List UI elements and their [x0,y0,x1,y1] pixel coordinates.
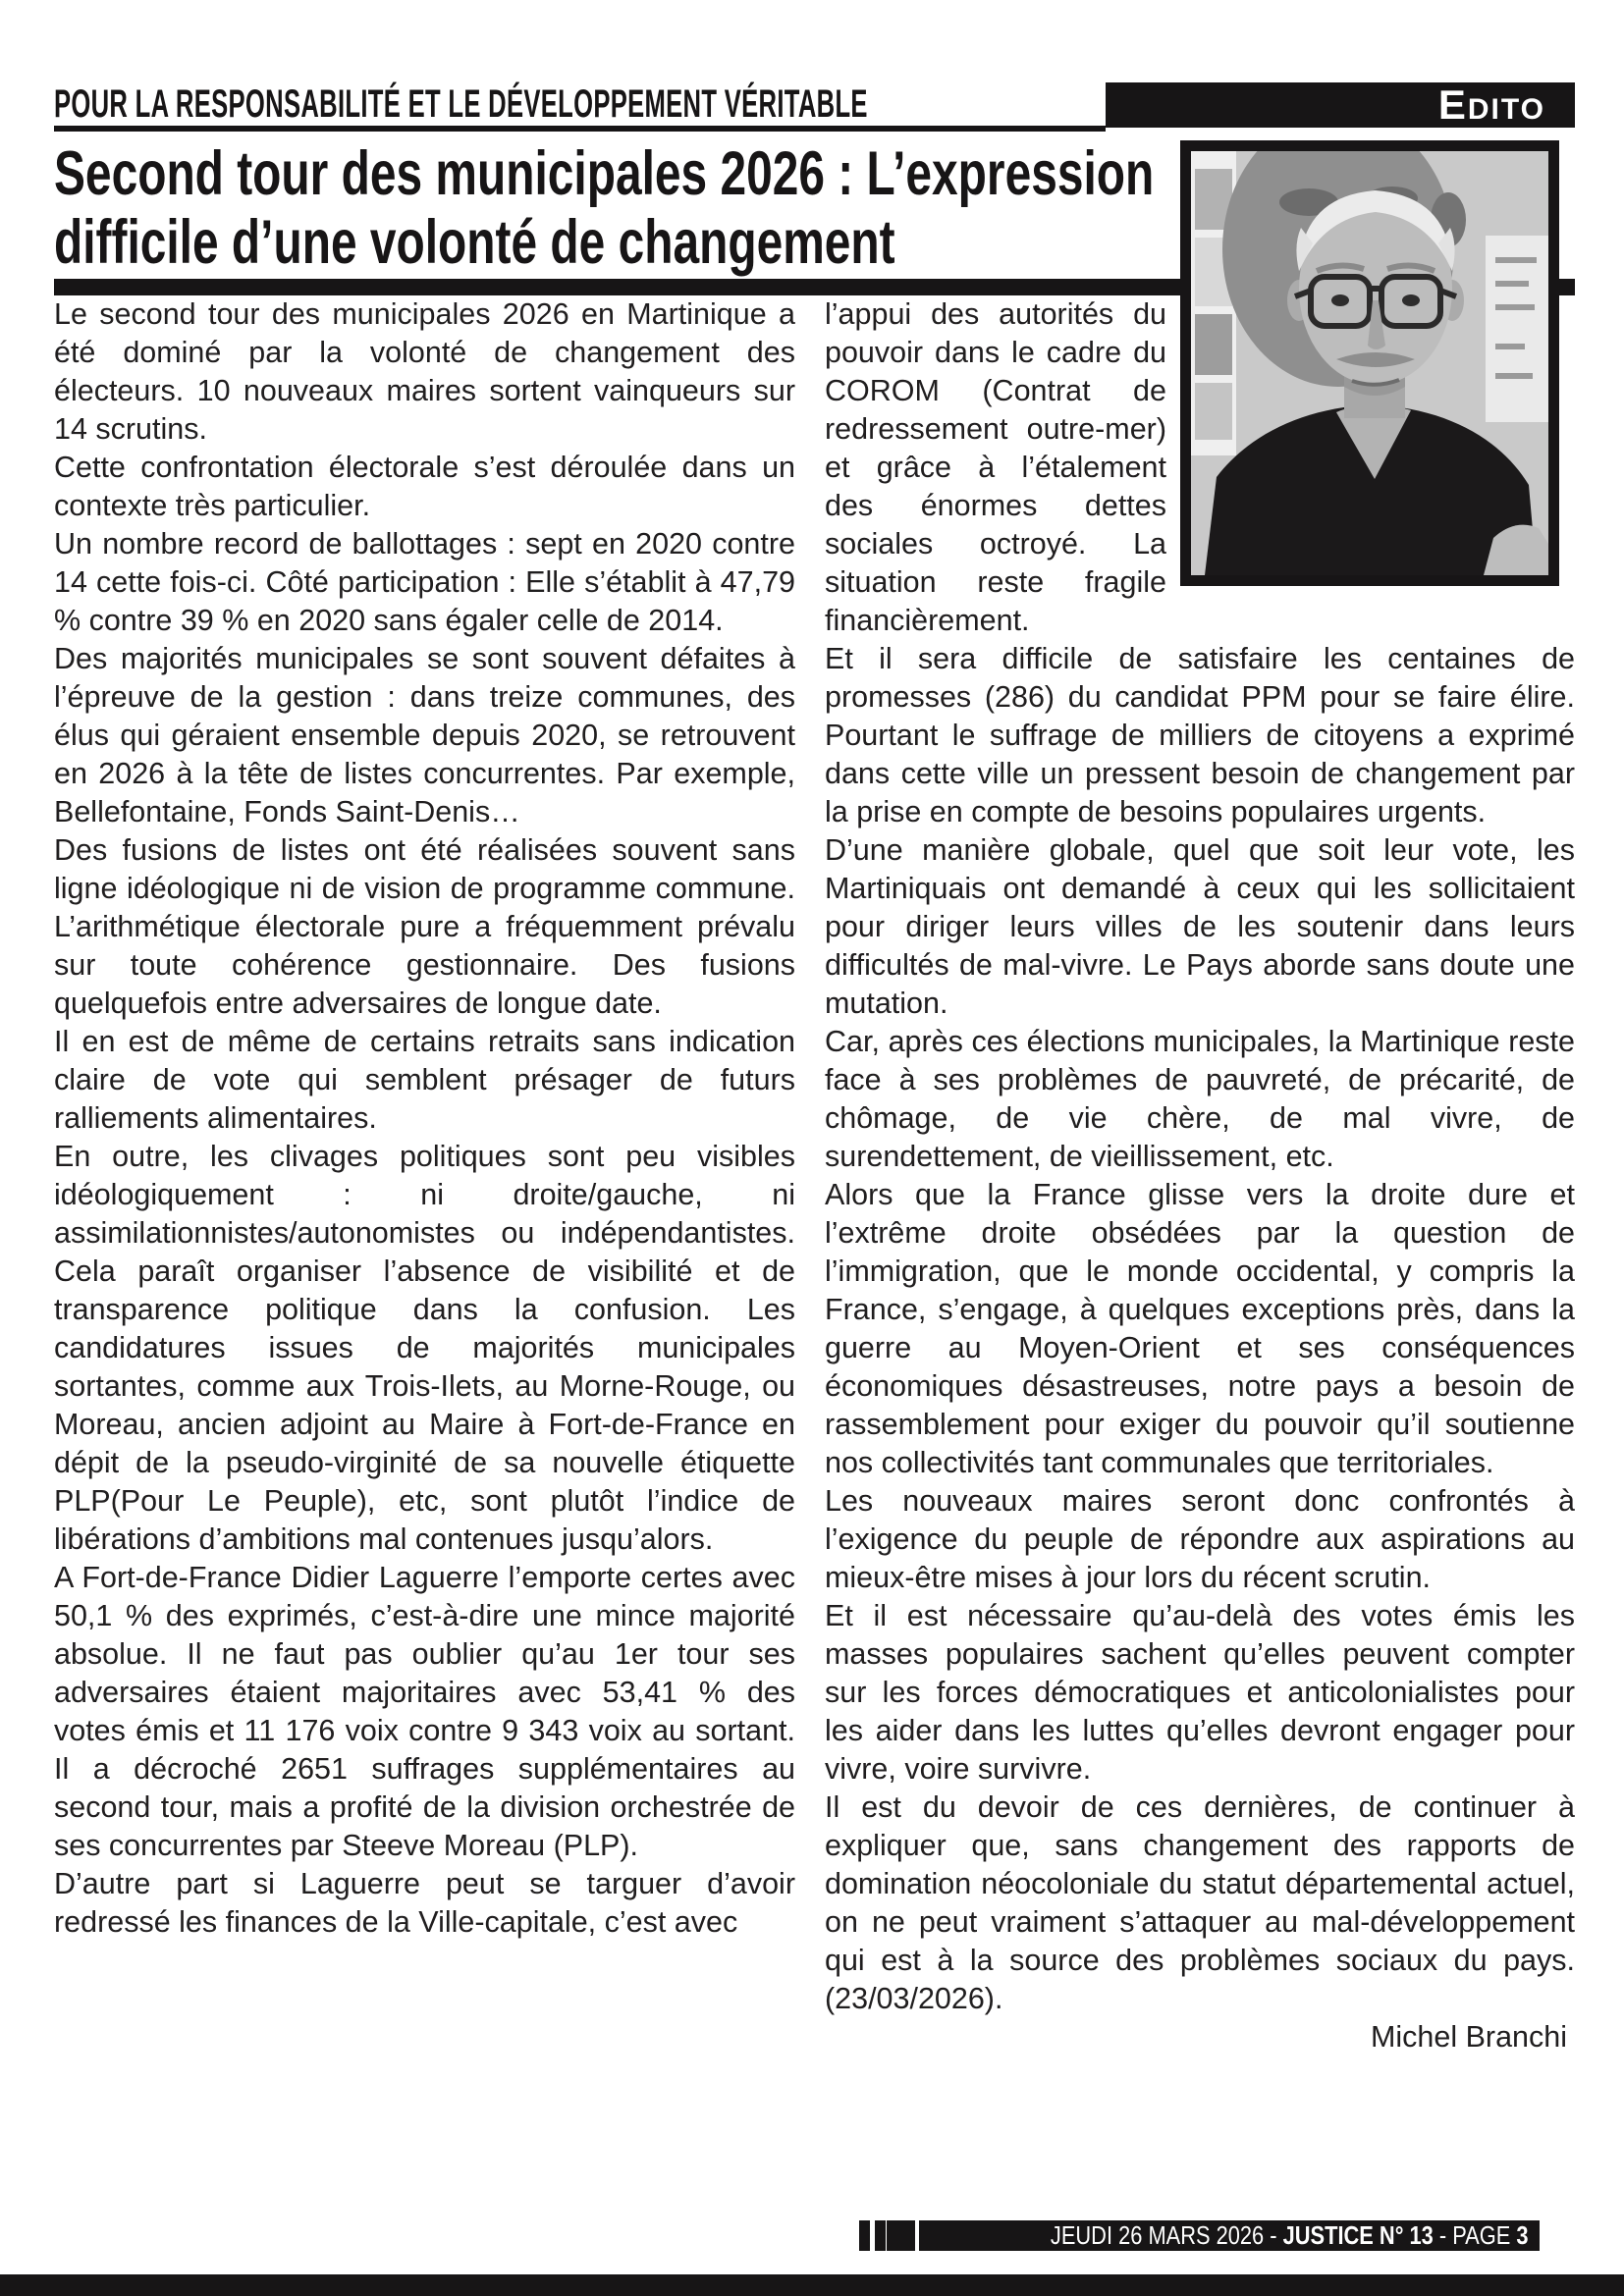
paragraph: Le second tour des municipales 2026 en Martinique a été dominé par la volonté de changement des électeurs. 10 nouveaux maires sortent vainqueurs sur 14 scrutins. [54,297,795,446]
article-title-line-1: Second tour des municipales 2026 : L’expression [54,139,1155,208]
paragraph: Il est du devoir de ces dernières, de continuer à expliquer que, sans changement des rapports de domination néocoloniale du statut départemental actuel, on ne peut vraiment s’attaquer au mal-développement qui est à la source des problèmes sociaux du pays. (23/03/2026). [825,1790,1575,2015]
footer-page-label: PAGE [1451,2220,1511,2250]
article-title [54,139,1154,277]
bottom-edge-strip [0,2274,1624,2296]
header-rule [54,126,1106,132]
footer-date: JEUDI 26 MARS 2026 [1050,2220,1264,2250]
paragraph: Alors que la France glisse vers la droite dure et l’extrême droite obsédées par la question de l’immigration, que le monde occidental, y compris la France, s’engage, à quelques exceptions près, dans la guerre au Moyen-Orient et ses conséquences économiques désastreuses, notre pays a besoin de rassemblement pour exiger du pouvoir qu’il soutienne nos collectivités tant communales que territoriales. [825,1178,1575,1479]
paragraph: Et il est nécessaire qu’au-delà des votes émis les masses populaires sachent qu’elles peuvent compter sur les forces démocratiques et anticolonialistes pour les aider dans les luttes qu’elles devront engager pour vivre, voire survivre. [825,1599,1575,1786]
footer-block [887,2220,915,2251]
photo-wrap-spacer [1166,295,1575,633]
paragraph: Et il sera difficile de satisfaire les centaines de promesses (286) du candidat PPM pour se faire élire. Pourtant le suffrage de milliers de citoyens a exprimé dans cette ville un pressent besoin de changement par la prise en compte de besoins populaires urgents. [825,642,1575,828]
edito-section-label: EDITO [1437,81,1545,128]
paragraph: D’une manière globale, quel que soit leur vote, les Martiniquais ont demandé à ceux qui les sollicitaient pour diriger leurs villes de les soutenir dans leurs difficultés de mal-vivre. Le Pays aborde sans doute une mutation. [825,833,1575,1020]
paragraph: D’autre part si Laguerre peut se targuer d’avoir redressé les finances de la Ville-capitale, c’est avec [54,1867,795,1939]
footer-separator: - [1263,2220,1283,2250]
paragraph: Un nombre record de ballottages : sept en 2020 contre 14 cette fois-ci. Côté participation : Elle s’établit à 47,79 % contre 39 % en 2020 sans égaler celle de 2014. [54,527,795,637]
footer-tick-2 [875,2220,886,2251]
header-slogan: POUR LA RESPONSABILITÉ ET LE DÉVELOPPEMENT VÉRITABLE [54,82,868,126]
paragraph: Cette confrontation électorale s’est déroulée dans un contexte très particulier. [54,451,795,522]
paragraph: l’appui des autorités du pouvoir dans le cadre du COROM (Contrat de redressement outre-mer) et grâce à l’étalement des énormes dettes sociales octroyé. La situation reste fragile financièrement. [825,297,1166,637]
paragraph: Des majorités municipales se sont souvent défaites à l’épreuve de la gestion : dans treize communes, des élus qui géraient ensemble depuis 2020, se retrouvent en 2026 à la tête de listes concurrentes. Par exemple, Bellefontaine, Fonds Saint-Denis… [54,642,795,828]
paragraph: A Fort-de-France Didier Laguerre l’emporte certes avec 50,1 % des exprimés, c’est-à-dire une mince majorité absolue. Il ne faut pas oublier qu’au 1er tour ses adversaires étaient majoritaires avec 53,41 % des votes émis et 11 176 voix contre 9 343 voix au sortant. Il a décroché 2651 suffrages supplémentaires au second tour, mais a profité de la division orchestrée de ses concurrentes par Steeve Moreau (PLP). [54,1561,795,1862]
paragraph: Il en est de même de certains retraits sans indication claire de vote qui semblent présager de futurs ralliements alimentaires. [54,1025,795,1135]
footer-separator: - [1433,2220,1452,2250]
article-column-left [54,295,795,1942]
paragraph: Car, après ces élections municipales, la Martinique reste face à ses problèmes de pauvreté, de précarité, de chômage, de vie chère, de mal vivre, de surendettement, de vieillissement, etc. [825,1025,1575,1173]
paragraph: En outre, les clivages politiques sont peu visibles idéologiquement : ni droite/gauche, ni assimilationnistes/autonomistes ou indépendantistes. Cela paraît organiser l’absence de visibilité et de transparence politique dans la confusion. Les candidatures issues de majorités municipales sortantes, comme aux Trois-Ilets, au Morne-Rouge, ou Moreau, ancien adjoint au Maire à Fort-de-France en dépit de la pseudo-virginité de sa nouvelle étiquette PLP(Pour Le Peuple), etc, sont plutôt l’indice de libérations d’ambitions mal contenues jusqu’alors. [54,1140,795,1556]
footer-tick-1 [859,2220,870,2251]
article-title-line-2: difficile d’une volonté de changement [54,208,895,277]
footer-bar [919,2220,1540,2251]
edito-section-bar [1106,82,1575,128]
footer-text [1051,2220,1540,2251]
paragraph: Des fusions de listes ont été réalisées souvent sans ligne idéologique ni de vision de programme commune. L’arithmétique électorale pure a fréquemment prévalu sur toute cohérence gestionnaire. Des fusions quelquefois entre adversaires de longue date. [54,833,795,1020]
article-column-right [825,295,1575,2056]
author-signature: Michel Branchi [1370,2020,1567,2054]
footer-space [1510,2220,1516,2250]
paragraph: Les nouveaux maires seront donc confrontés à l’exigence du peuple de répondre aux aspirations au mieux-être mises à jour lors du récent scrutin. [825,1484,1575,1594]
footer-page-number: 3 [1516,2220,1529,2250]
footer-issue: JUSTICE N° 13 [1282,2220,1434,2250]
